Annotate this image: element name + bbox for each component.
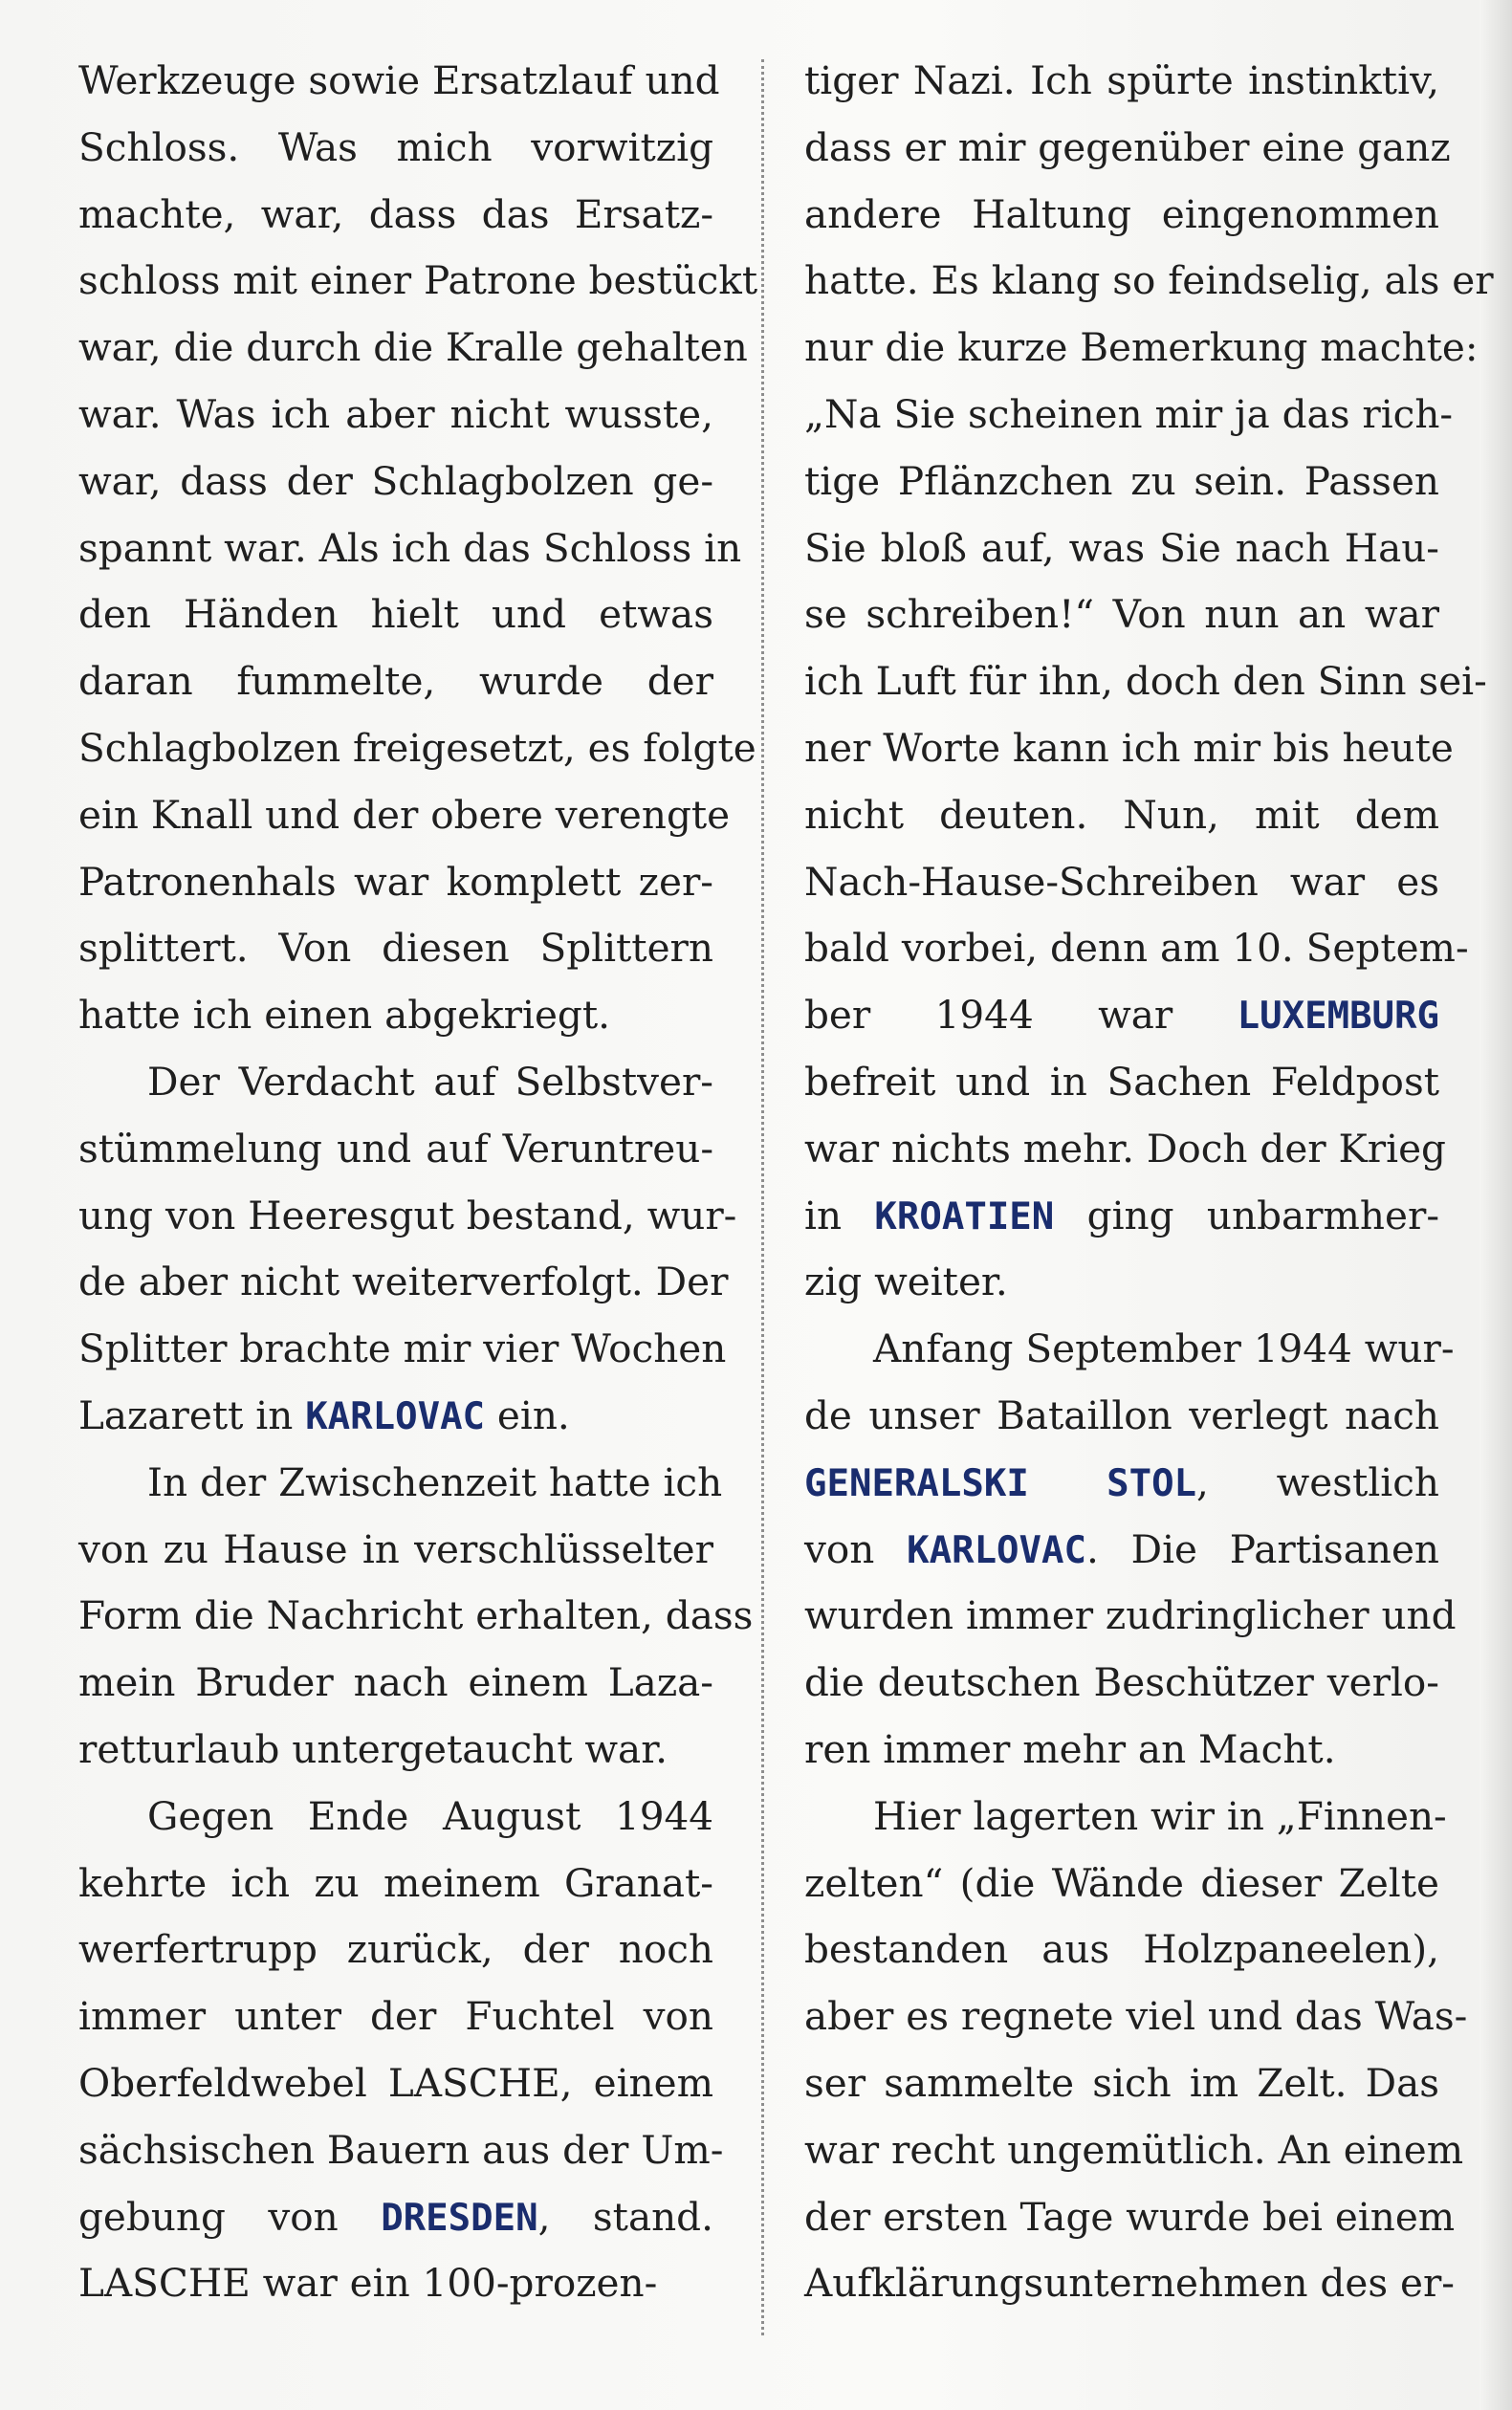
text-line (78, 2117, 724, 2184)
text-segment: ung von Heeresgut bestand, wur- (78, 1192, 737, 1238)
text-line (804, 48, 1439, 115)
text-line (804, 1249, 1439, 1316)
text-segment: Form die Nachricht erhalten, dass (78, 1592, 754, 1639)
text-segment: immer unter der Fuchtel von (78, 1993, 713, 2040)
text-segment: , westlich (1196, 1458, 1439, 1505)
text-segment: gebung von (78, 2193, 382, 2240)
text-segment: war nichts mehr. Doch der Krieg (804, 1125, 1446, 1172)
text-line (78, 382, 713, 449)
text-line (804, 782, 1439, 849)
text-segment: Splitter brachte mir vier Wochen (78, 1326, 727, 1372)
text-segment: de unser Bataillon verlegt nach (804, 1391, 1439, 1438)
text-line (804, 449, 1439, 515)
text-segment: ber 1944 war (804, 992, 1238, 1039)
text-line (804, 715, 1454, 782)
text-segment: nur die kurze Bemerkung machte: (804, 324, 1479, 371)
text-segment: von (804, 1525, 908, 1572)
text-segment: den Händen hielt und etwas (78, 591, 713, 638)
text-segment: Werkzeuge sowie Ersatzlauf und (78, 57, 720, 103)
text-segment: „Na Sie scheinen mir ja das rich- (804, 390, 1454, 437)
right-text-column (804, 48, 1494, 2317)
text-line (78, 849, 713, 916)
text-segment: , stand. (537, 2193, 713, 2240)
text-line (78, 449, 713, 515)
text-line (78, 1116, 713, 1183)
text-segment: retturlaub untergetaucht war. (78, 1725, 668, 1772)
text-segment: Hier lagerten wir in „Finnen- (873, 1792, 1447, 1839)
text-line (78, 1517, 713, 1584)
text-line (78, 182, 713, 249)
text-line (78, 2050, 713, 2117)
text-line (78, 2250, 713, 2317)
text-segment: von zu Hause in verschlüsselter (78, 1525, 713, 1572)
text-segment: ein. (485, 1391, 570, 1438)
text-line (78, 515, 742, 582)
text-segment: ich Luft für ihn, doch den Sinn sei- (804, 658, 1487, 705)
text-line (804, 1316, 1455, 1383)
text-line (804, 1583, 1457, 1650)
text-segment: hatte. Es klang so feindselig, als er (804, 257, 1494, 304)
column-divider (761, 59, 764, 2335)
text-segment: Oberfeldwebel LASCHE, einem (78, 2059, 713, 2106)
text-segment: Lazarett in (78, 1391, 306, 1438)
text-segment: bald vorbei, denn am 10. Septem- (804, 925, 1469, 972)
text-segment: dass er mir gegenüber eine ganz (804, 123, 1451, 170)
text-line (78, 48, 720, 115)
text-line (78, 1183, 737, 1250)
text-line (804, 315, 1479, 382)
text-line (78, 1450, 723, 1517)
text-line (804, 915, 1469, 982)
text-segment: zelten“ (die Wände dieser Zelte (804, 1859, 1439, 1906)
text-segment: ner Worte kann ich mir bis heute (804, 724, 1454, 771)
place-name: GENERALSKI STOL (804, 1461, 1197, 1505)
text-line (78, 315, 748, 382)
text-segment: ser sammelte sich im Zelt. Das (804, 2059, 1439, 2106)
text-segment: machte, war, dass das Ersatz- (78, 190, 713, 237)
text-line (78, 648, 713, 715)
text-line (78, 1650, 713, 1717)
text-line (804, 248, 1494, 315)
text-line (78, 915, 713, 982)
text-line (78, 1583, 754, 1650)
text-line (78, 1249, 729, 1316)
text-line (78, 1049, 713, 1116)
text-segment: war, die durch die Kralle gehalten (78, 324, 748, 371)
text-line (78, 782, 731, 849)
text-line (78, 1316, 727, 1383)
text-segment: hatte ich einen abgekriegt. (78, 992, 611, 1039)
text-segment: splittert. Von diesen Splittern (78, 925, 713, 972)
place-name: LUXEMBURG (1237, 995, 1439, 1039)
text-line (804, 382, 1454, 449)
text-segment: de aber nicht weiterverfolgt. Der (78, 1259, 729, 1305)
text-line (78, 115, 713, 182)
text-line (78, 2184, 713, 2251)
text-segment: . Die Partisanen (1085, 1525, 1439, 1572)
text-line (78, 1917, 713, 1983)
text-segment: spannt war. Als ich das Schloss in (78, 524, 742, 571)
text-segment: wurden immer zudringlicher und (804, 1592, 1457, 1639)
text-segment: war, dass der Schlagbolzen ge- (78, 457, 713, 504)
text-line (804, 2250, 1455, 2317)
text-line (804, 515, 1439, 582)
text-line (78, 248, 758, 315)
text-line (804, 2184, 1456, 2251)
text-line (804, 1383, 1439, 1450)
place-name: KARLOVAC (907, 1528, 1086, 1572)
text-line (78, 1717, 713, 1784)
text-segment: zig weiter. (804, 1259, 1008, 1305)
page-edge-shadow (1479, 0, 1512, 2410)
text-segment: Sie bloß auf, was Sie nach Hau- (804, 524, 1439, 571)
text-segment: der ersten Tage wurde bei einem (804, 2193, 1456, 2240)
text-line (804, 1784, 1447, 1851)
text-line (804, 1049, 1439, 1116)
text-segment: in (804, 1192, 875, 1238)
place-name: DRESDEN (381, 2196, 538, 2240)
text-line (78, 982, 713, 1049)
text-line (804, 1116, 1446, 1183)
text-line (804, 849, 1439, 916)
place-name: KROATIEN (874, 1194, 1055, 1238)
text-segment: Schlagbolzen freigesetzt, es folgte (78, 724, 756, 771)
text-segment: Patronenhals war komplett zer- (78, 858, 713, 905)
text-segment: daran fummelte, wurde der (78, 658, 713, 705)
text-segment: bestanden aus Holzpaneelen), (804, 1926, 1439, 1973)
text-line (804, 2117, 1464, 2184)
text-segment: Schloss. Was mich vorwitzig (78, 123, 713, 170)
text-line (804, 1917, 1439, 1983)
text-segment: andere Haltung eingenommen (804, 190, 1439, 237)
left-text-column (78, 48, 758, 2317)
text-segment: Nach-Hause-Schreiben war es (804, 858, 1439, 905)
text-segment: Anfang September 1944 wur- (873, 1326, 1455, 1372)
text-line (804, 581, 1439, 648)
text-segment: sächsischen Bauern aus der Um- (78, 2126, 724, 2173)
text-segment: nicht deuten. Nun, mit dem (804, 791, 1439, 838)
text-line (804, 182, 1439, 249)
text-segment: aber es regnete viel und das Was- (804, 1993, 1468, 2040)
text-line (804, 1517, 1439, 1584)
text-segment: ein Knall und der obere verengte (78, 791, 731, 838)
text-line (804, 982, 1439, 1049)
text-line (804, 1851, 1439, 1917)
text-segment: war recht ungemütlich. An einem (804, 2126, 1464, 2173)
text-segment: werfertrupp zurück, der noch (78, 1926, 713, 1973)
text-segment: tiger Nazi. Ich spürte instinktiv, (804, 57, 1439, 103)
text-segment: se schreiben!“ Von nun an war (804, 591, 1439, 638)
text-line (804, 1450, 1439, 1517)
text-segment: war. Was ich aber nicht wusste, (78, 390, 713, 437)
text-segment: ging unbarmher- (1054, 1192, 1439, 1238)
text-line (78, 1983, 713, 2050)
text-line (78, 1383, 713, 1450)
text-line (804, 2050, 1439, 2117)
text-segment: tige Pflänzchen zu sein. Passen (804, 457, 1439, 504)
text-segment: In der Zwischenzeit hatte ich (147, 1458, 723, 1505)
text-segment: ren immer mehr an Macht. (804, 1725, 1336, 1772)
text-line (804, 1183, 1439, 1250)
text-line (78, 581, 713, 648)
text-segment: befreit und in Sachen Feldpost (804, 1058, 1439, 1105)
text-line (804, 1717, 1439, 1784)
text-segment: Aufklärungsunternehmen des er- (804, 2260, 1455, 2307)
text-segment: stümmelung und auf Veruntreu- (78, 1125, 713, 1172)
text-line (78, 1784, 713, 1851)
text-segment: die deutschen Beschützer verlo- (804, 1659, 1439, 1706)
place-name: KARLOVAC (305, 1394, 486, 1438)
text-segment: Der Verdacht auf Selbstver- (147, 1058, 713, 1105)
text-line (804, 1983, 1468, 2050)
text-line (804, 115, 1451, 182)
text-segment: kehrte ich zu meinem Granat- (78, 1859, 713, 1906)
text-line (804, 1650, 1439, 1717)
text-segment: schloss mit einer Patrone bestückt (78, 257, 758, 304)
text-line (78, 1851, 713, 1917)
text-segment: LASCHE war ein 100-prozen- (78, 2260, 658, 2307)
text-line (78, 715, 756, 782)
text-segment: mein Bruder nach einem Laza- (78, 1659, 713, 1706)
text-line (804, 648, 1487, 715)
text-segment: Gegen Ende August 1944 (147, 1792, 713, 1839)
